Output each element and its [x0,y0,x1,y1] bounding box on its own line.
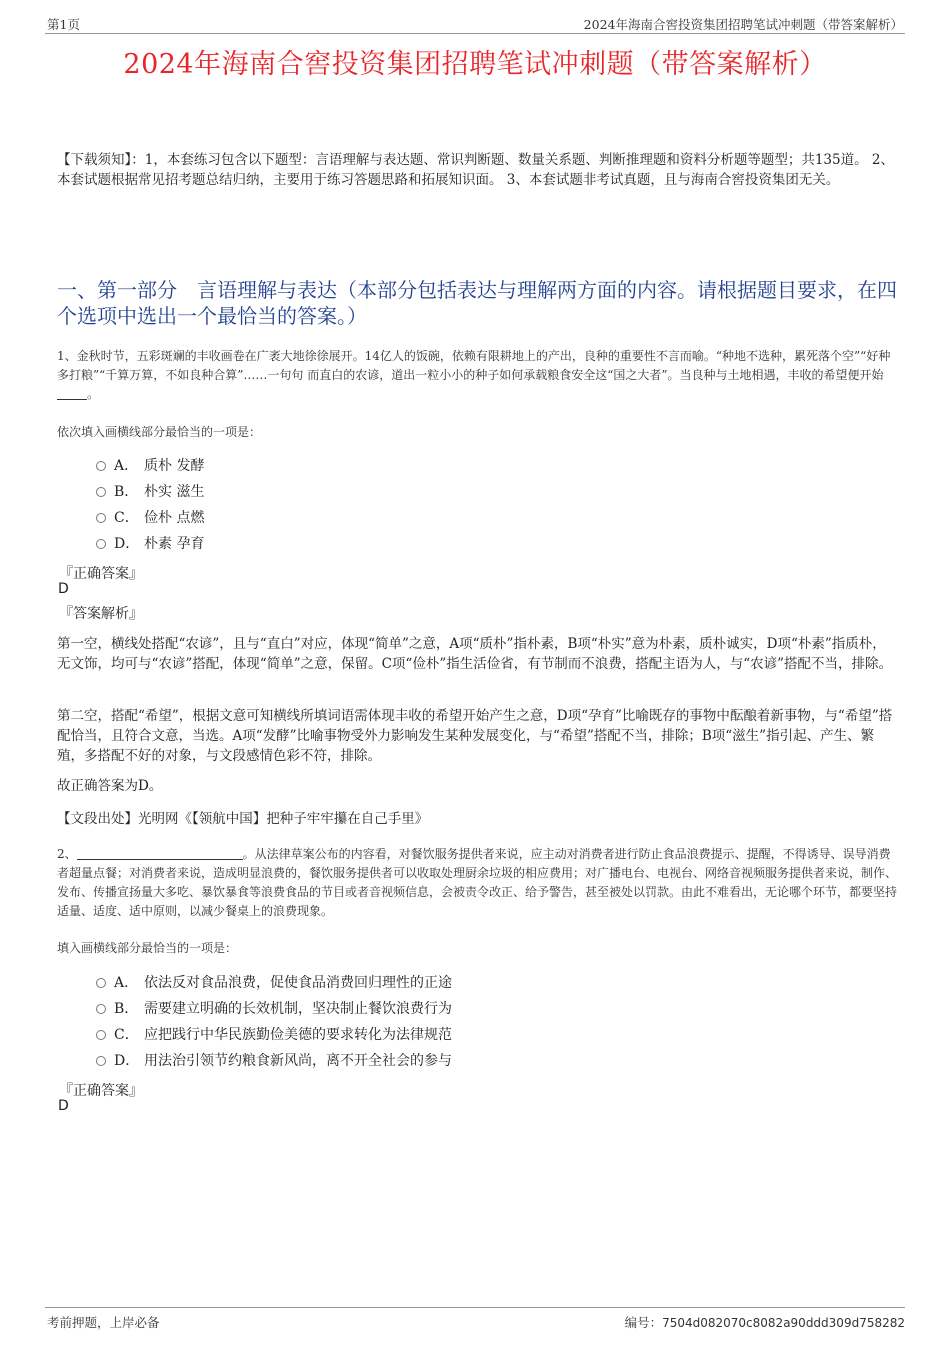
radio-icon[interactable] [96,1004,106,1014]
question-1-options [96,453,204,557]
question-1-conclusion: 故正确答案为D。 [57,778,163,794]
question-2-text: 。从法律草案公布的内容看，对餐饮服务提供者来说，应主动对消费者进行防止食品浪费提示、提醒，不得诱导、误导消费者超量点餐；对消费者来说，造成明显浪费的，餐饮服务提供者可以收取处理厨余垃圾的相应费用；对广播电台、电视台、网络音视频服务提供者来说，制作、发布、传播宣扬量大多吃、暴饮暴食等浪费食品的节目或者音视频信息，会被责令改正、给予警告，甚至被处以罚款。由此不难看出，无论哪个环节，都要坚持适量、适度、适中原则，以减少餐桌上的浪费现象。 [57,847,898,918]
page-footer [45,1307,905,1330]
document-title: 2024年海南合窖投资集团招聘笔试冲刺题（带答案解析） [123,49,827,80]
question-2-instruction: 填入画横线部分最恰当的一项是： [57,941,238,955]
radio-icon[interactable] [96,461,106,471]
download-notice: 【下载须知】：1，本套练习包含以下题型：言语理解与表达题、常识判断题、数量关系题、判断推理题和资料分析题等题型；共135道。 2、本套试题根据常见招考题总结归纳，主要用于练习答题思路和拓展知识面。 3、本套试题非考试真题，且与海南合窖投资集团无关。 [57,152,894,188]
question-2-option-a[interactable]: A． 依法反对食品浪费，促使食品消费回归理性的正途 [96,970,452,996]
header-doc-title: 2024年海南合窖投资集团招聘笔试冲刺题（带答案解析） [583,17,903,32]
question-1-instruction: 依次填入画横线部分最恰当的一项是： [57,425,262,439]
question-1-source: 【文段出处】光明网《【领航中国】把种子牢牢攥在自己手里》 [57,811,429,827]
question-1-analysis-1: 第一空，横线处搭配“农谚”，且与“直白”对应，体现“简单”之意，A项“质朴”指朴素，B项“朴实”意为朴素，质朴诚实，D项“朴素”指质朴，无文饰，均可与“农谚”搭配，体现“简单”之意，保留。C项“俭朴”指生活俭省，有节制而不浪费，搭配主语为人，与“农谚”搭配不当，排除。 [57,636,893,672]
question-2-option-b[interactable]: B． 需要建立明确的长效机制，坚决制止餐饮浪费行为 [96,996,452,1022]
question-1-option-d[interactable]: D． 朴素 孕育 [96,531,204,557]
question-1-option-c[interactable]: C． 俭朴 点燃 [96,505,204,531]
question-1-answer: D [58,581,69,597]
radio-icon[interactable] [96,978,106,988]
question-1-option-a[interactable]: A． 质朴 发酵 [96,453,204,479]
question-2-option-c[interactable]: C． 应把践行中华民族勤俭美德的要求转化为法律规范 [96,1022,452,1048]
radio-icon[interactable] [96,487,106,497]
question-2-answer: D [58,1098,69,1114]
section-heading: 一、第一部分 言语理解与表达（本部分包括表达与理解两方面的内容。请根据题目要求，在四个选项中选出一个最恰当的答案。） [57,278,897,328]
footer-slogan: 考前押题，上岸必备 [47,1315,160,1330]
question-1-analysis-2: 第二空，搭配“希望”，根据文意可知横线所填词语需体现丰收的希望开始产生之意，D项“孕育”比喻既存的事物中酝酿着新事物，与“希望”搭配恰当，且符合文意，当选。A项“发酵”比喻事物受外力影响发生某种发展变化，与“希望”搭配不当，排除；B项“滋生”指引起、产生、繁殖，多搭配不好的对象，与文段感情色彩不符，排除。 [57,708,893,764]
question-1-answer-label: 『正确答案』 [59,566,143,582]
question-1-option-b[interactable]: B． 朴实 滋生 [96,479,204,505]
radio-icon[interactable] [96,1030,106,1040]
question-2-blank [77,845,243,860]
question-1-text: 1、金秋时节，五彩斑斓的丰收画卷在广袤大地徐徐展开。14亿人的饭碗，依赖有限耕地上的产出，良种的重要性不言而喻。“种地不选种，累死落个空”“好种多打粮”“千算万算，不如良种合算”……一句句 而直白的农谚，道出一粒小小的种子如何承载粮食安全这“国之大者”。当良种与土地相遇，丰收的希望便开始 [57,349,891,382]
question-1-analysis-label: 『答案解析』 [59,606,143,622]
radio-icon[interactable] [96,539,106,549]
question-2-answer-label: 『正确答案』 [59,1083,143,1099]
question-2-option-d[interactable]: D． 用法治引领节约粮食新风尚，离不开全社会的参与 [96,1048,452,1074]
page-number: 第1页 [47,17,80,32]
radio-icon[interactable] [96,513,106,523]
question-1-stem: 1、金秋时节，五彩斑斓的丰收画卷在广袤大地徐徐展开。14亿人的饭碗，依赖有限耕地上的产出，良种的重要性不言而喻。“种地不选种，累死落个空”“好种多打粮”“千算万算，不如良种合算”……一句句 而直白的农谚，道出一粒小小的种子如何承载粮食安全这“国之大者”。当良种与土地相遇，丰收的希望便开始。 [57,349,891,401]
question-2-options [96,970,452,1074]
radio-icon[interactable] [96,1056,106,1066]
question-2-stem: 2、 。从法律草案公布的内容看，对餐饮服务提供者来说，应主动对消费者进行防止食品浪费提示、提醒，不得诱导、误导消费者超量点餐；对消费者来说，造成明显浪费的，餐饮服务提供者可以收取处理厨余垃圾的相应费用；对广播电台、电视台、网络音视频服务提供者来说，制作、发布、传播宣扬量大多吃、暴饮暴食等浪费食品的节目或者音视频信息，会被责令改正、给予警告，甚至被处以罚款。由此不难看出，无论哪个环节，都要坚持适量、适度、适中原则，以减少餐桌上的浪费现象。 [57,847,898,918]
footer-code: 编号：7504d082070c8082a90ddd309d758282 [624,1315,905,1330]
question-1-blank [57,385,87,400]
page-header [45,14,905,34]
